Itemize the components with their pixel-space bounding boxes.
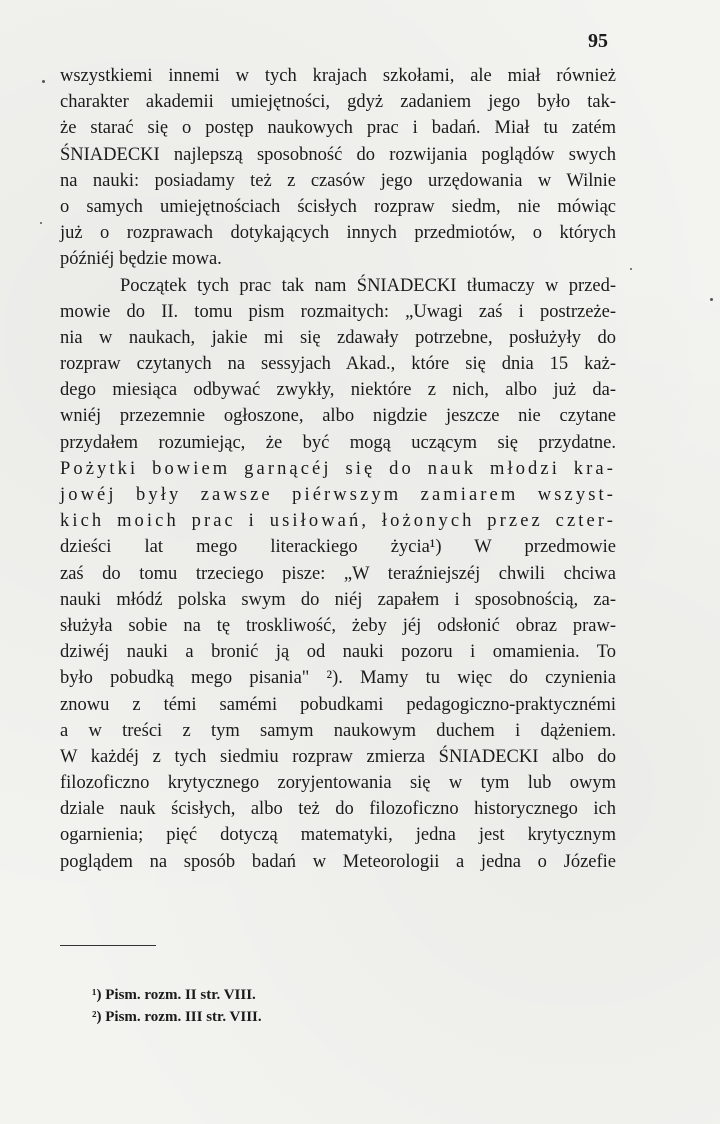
print-speck bbox=[710, 298, 713, 301]
text-line: W każdéj z tych siedmiu rozpraw zmierza ŚNIADECKI albo do bbox=[60, 746, 616, 767]
text-line: że starać się o postęp naukowych prac i badań. Miał tu zatém bbox=[60, 118, 616, 139]
text-line: poglądem na sposób badań w Meteorologii a jedna o Józefie bbox=[60, 851, 616, 872]
text-line: rozpraw czytanych na sessyjach Akad., które się dnia 15 każ- bbox=[60, 354, 616, 375]
text-line: jowéj były zawsze piérwszym zamiarem wszyst- bbox=[60, 485, 616, 505]
text-line: dzieści lat mego literackiego życia¹) W przedmowie bbox=[60, 537, 616, 558]
text-line: o samych umiejętnościach ścisłych rozpraw siedm, nie mówiąc bbox=[60, 196, 616, 217]
text-line: już o rozprawach dotykających innych przedmiotów, o których bbox=[60, 223, 616, 244]
text-line: nia w naukach, jakie mi się zdawały potrzebne, posłużyły do bbox=[60, 327, 616, 348]
footnotes bbox=[92, 984, 262, 1028]
text-line: charakter akademii umiejętności, gdyż zadaniem jego było tak- bbox=[60, 92, 616, 113]
text-line: dziale nauk ścisłych, albo też do filozoficzno historycznego ich bbox=[60, 799, 616, 820]
text-line: kich moich prac i usiłowań, łożonych przez czter- bbox=[60, 511, 616, 532]
text-line: przydałem rozumiejąc, że być mogą uczącym się przydatne. bbox=[60, 432, 616, 453]
text-line: mowie do II. tomu pism rozmaitych: „Uwagi zaś i postrzeże- bbox=[60, 301, 616, 322]
footnote: ¹) Pism. rozm. II str. VIII. bbox=[92, 987, 256, 1003]
text-line: dziwéj nauki a bronić ją od nauki pozoru i omamienia. To bbox=[60, 642, 616, 663]
footnote-divider bbox=[60, 945, 156, 946]
text-line: zaś do tomu trzeciego pisze: „W teraźniejszéj chwili chciwa bbox=[60, 563, 616, 584]
text-line: filozoficzno krytycznego zoryjentowania się w tym lub owym bbox=[60, 773, 616, 794]
print-speck bbox=[42, 80, 45, 83]
print-speck bbox=[630, 268, 632, 270]
text-line: późniéj będzie mowa. bbox=[60, 249, 222, 270]
text-line: ŚNIADECKI najlepszą sposobność do rozwijania poglądów swych bbox=[60, 144, 616, 165]
text-line: było pobudką mego pisania" ²). Mamy tu więc do czynienia bbox=[60, 668, 616, 689]
text-line: a w treści z tym samym naukowym duchem i dążeniem. bbox=[60, 720, 616, 741]
text-line: służyła sobie na tę troskliwość, żeby jéj odsłonić obraz praw- bbox=[60, 615, 616, 636]
text-line: znowu z témi samémi pobudkami pedagogiczno-praktycznémi bbox=[60, 694, 616, 715]
text-line: na nauki: posiadamy też z czasów jego urzędowania w Wilnie bbox=[60, 170, 616, 191]
text-line: Początek tych prac tak nam ŚNIADECKI tłumaczy w przed- bbox=[120, 275, 616, 296]
text-line: wniéj przezemnie ogłoszone, albo nigdzie jeszcze nie czytane bbox=[60, 406, 616, 427]
text-line: wszystkiemi innemi w tych krajach szkołami, ale miał również bbox=[60, 66, 616, 86]
text-line: nauki młódź polska swym do niéj zapałem i sposobnością, za- bbox=[60, 589, 616, 610]
page-number: 95 bbox=[588, 30, 608, 52]
footnote: ²) Pism. rozm. III str. VIII. bbox=[92, 1009, 262, 1025]
body-text bbox=[60, 63, 616, 875]
text-line: Pożytki bowiem garnącéj się do nauk młodzi kra- bbox=[60, 458, 616, 479]
print-speck bbox=[40, 222, 42, 224]
text-line: ogarnienia; pięć dotyczą matematyki, jedna jest krytycznym bbox=[60, 825, 616, 846]
text-line: dego miesiąca odbywać zwykły, niektóre z nich, albo już da- bbox=[60, 380, 616, 401]
